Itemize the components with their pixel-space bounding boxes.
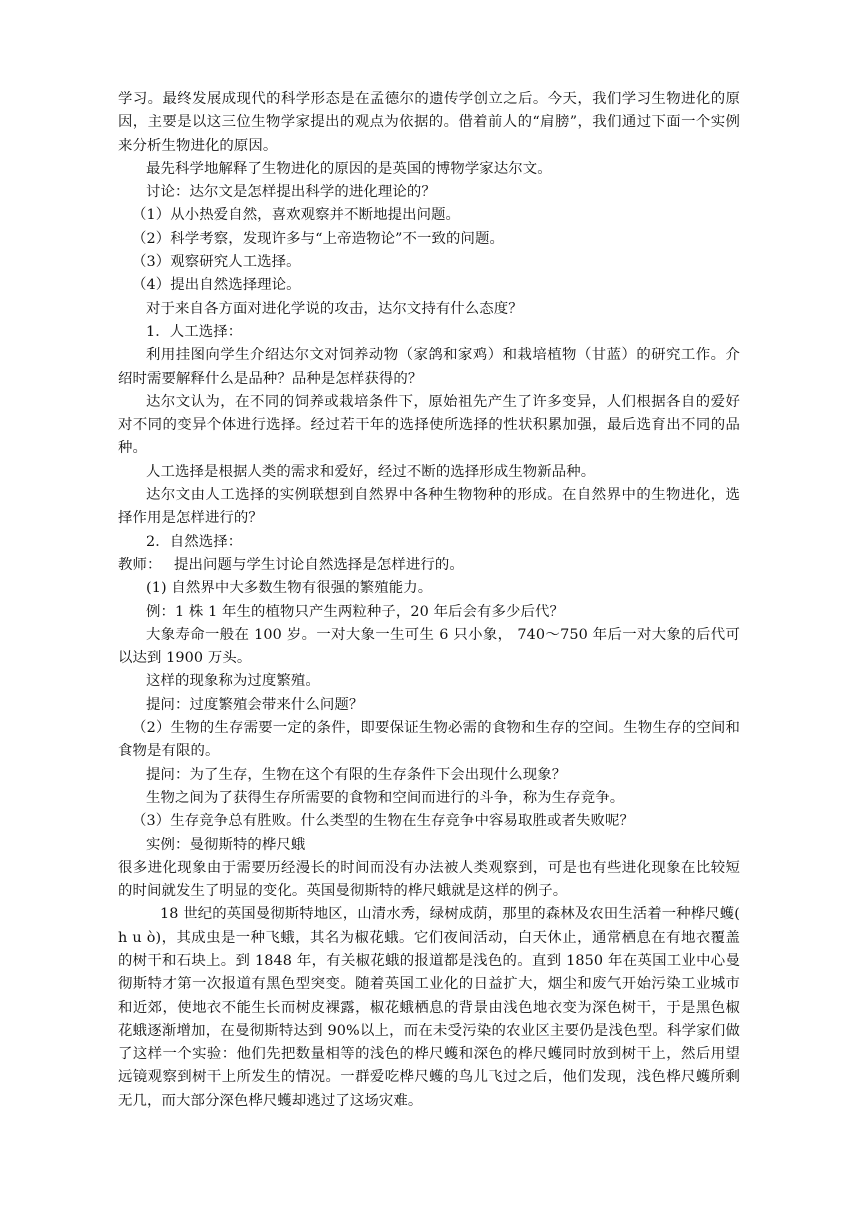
paragraph: 人工选择是根据人类的需求和爱好，经过不断的选择形成生物新品种。 — [146, 463, 596, 480]
list-item: (1) 自然界中大多数生物有很强的繁殖能力。 — [146, 580, 433, 597]
paragraph: 学习。最终发展成现代的科学形态是在孟德尔的遗传学创立之后。今天，我们学习生物进化的原因，主要是以这三位生物学家提出的观点为依据的。借着前人的“肩膀”，我们通过下面一个实例来分析生物进化的原因。 — [118, 91, 740, 154]
list-item: （2）科学考察，发现许多与“上帝造物论”不一致的问题。 — [132, 230, 504, 247]
paragraph: 达尔文认为，在不同的饲养或栽培条件下，原始祖先产生了许多变异，人们根据各自的爱好对不同的变异个体进行选择。经过若干年的选择使所选择的性状积累加强，最后选育出不同的品种。 — [118, 393, 740, 457]
paragraph — [118, 554, 740, 577]
paragraph: 大象寿命一般在 100 岁。一对大象一生可生 6 只小象， 740～750 年后一对大象的后代可以达到 1900 万头。 — [118, 626, 740, 667]
paragraph: 很多进化现象由于需要历经漫长的时间而没有办法被人类观察到，可是也有些进化现象在比较短的时间就发生了明显的变化。英国曼彻斯特的桦尺蛾就是这样的例子。 — [118, 859, 740, 900]
paragraph: 提问：过度繁殖会带来什么问题？ — [146, 696, 364, 713]
paragraph: 提问：为了生存，生物在这个有限的生存条件下会出现什么现象？ — [146, 766, 567, 783]
paragraph: 对于来自各方面对进化学说的攻击，达尔文持有什么态度？ — [146, 300, 523, 317]
list-item: （2）生物的生存需要一定的条件，即要保证生物必需的食物和生存的空间。生物生存的空间和食物是有限的。 — [118, 720, 740, 760]
paragraph: 18 世纪的英国曼彻斯特地区，山清水秀，绿树成荫，那里的森林及农田生活着一种桦尺蠖( h u ò)，其成虫是一种飞蛾，其名为椒花蛾。它们夜间活动，白天休止，通常栖息在有地衣覆盖的树干和石块上。到 1848 年，有关椒花蛾的报道都是浅色的。直到 1850 年在英国工业中心曼彻斯特才第一次报道有黑色型突变。随着英国工业化的日益扩大，烟尘和废气开始污染工业城市和近郊，使地衣不能生长而树皮裸露，椒花蛾栖息的背景由浅色地衣变为深色树干，于是黑色椒花蛾逐渐增加，在曼彻斯特达到 90%以上，而在未受污染的农业区主要仍是浅色型。科学家们做了这样一个实验：他们先把数量相等的浅色的桦尺蠖和深色的桦尺蠖同时放到树干上，然后用望远镜观察到树干上所发生的情况。一群爱吃桦尺蠖的鸟儿飞过之后，他们发现，浅色桦尺蠖所剩无几，而大部分深色桦尺蠖却逃过了这场灾难。 — [118, 906, 740, 1109]
list-item: （1）从小热爱自然，喜欢观察并不断地提出问题。 — [132, 207, 461, 224]
list-item: （3）生存竞争总有胜败。什么类型的生物在生存竞争中容易取胜或者失败呢？ — [132, 813, 634, 830]
section-heading: 2．自然选择： — [146, 533, 243, 550]
section-heading: 1．人工选择： — [146, 323, 243, 340]
paragraph: 最先科学地解释了生物进化的原因的是英国的博物学家达尔文。 — [146, 160, 552, 177]
paragraph: 利用挂图向学生介绍达尔文对饲养动物（家鸽和家鸡）和栽培植物（甘蓝）的研究工作。介绍时需要解释什么是品种？品种是怎样获得的？ — [118, 347, 740, 387]
speaker-text: 提出问题与学生讨论自然选择是怎样进行的。 — [174, 556, 464, 573]
paragraph: 例：1 株 1 年生的植物只产生两粒种子，20 年后会有多少后代？ — [146, 603, 564, 620]
document-body — [118, 88, 740, 1113]
speaker-label: 教师： — [118, 556, 162, 573]
paragraph: 这样的现象称为过度繁殖。 — [146, 673, 320, 690]
paragraph: 实例：曼彻斯特的桦尺蛾 — [146, 836, 306, 853]
paragraph: 达尔文由人工选择的实例联想到自然界中各种生物物种的形成。在自然界中的生物进化，选择作用是怎样进行的？ — [118, 487, 740, 527]
list-item: （4）提出自然选择理论。 — [132, 277, 301, 294]
list-item: （3）观察研究人工选择。 — [132, 254, 301, 271]
paragraph: 讨论：达尔文是怎样提出科学的进化理论的？ — [146, 184, 436, 201]
paragraph: 生物之间为了获得生存所需要的食物和空间而进行的斗争，称为生存竞争。 — [146, 789, 625, 806]
